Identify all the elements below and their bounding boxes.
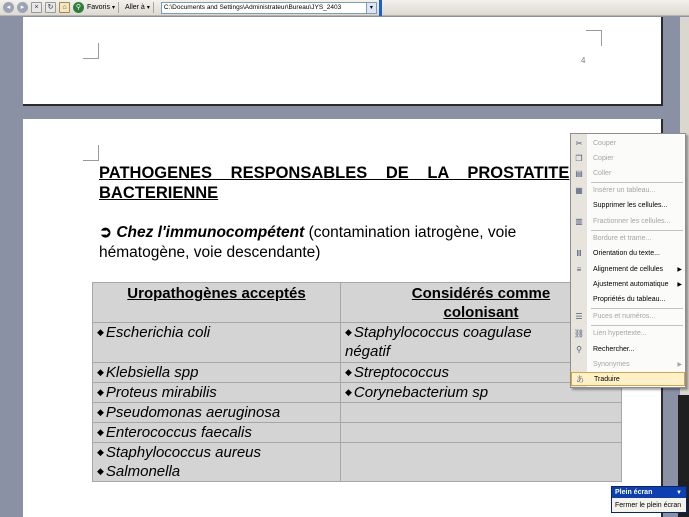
cell-text: Staphylococcus coagulase — [353, 324, 532, 341]
home-icon[interactable]: ⌂ — [59, 2, 70, 13]
search-icon[interactable]: ⚲ — [73, 2, 84, 13]
bullet-icon: ◆ — [97, 427, 104, 437]
cell-text: Escherichia coli — [105, 324, 211, 341]
cell-text: Klebsiella spp — [105, 364, 199, 381]
slide-heading-line1: PATHOGENES RESPONSABLES DE LA PROSTATITE — [99, 164, 570, 182]
header-accepted[interactable] — [93, 283, 341, 323]
favorites-label: Favoris — [87, 4, 110, 11]
menu-item-borders[interactable] — [571, 231, 685, 245]
bullet-icon: ◆ — [97, 447, 104, 457]
table-cell[interactable] — [93, 443, 341, 482]
menu-item-table-properties[interactable] — [571, 292, 685, 306]
bullet-icon: ◆ — [345, 367, 352, 377]
header-accepted-label: Uropathogènes acceptés — [127, 285, 306, 302]
bullet-icon: ◆ — [97, 407, 104, 417]
address-text: C:\Documents and Settings\Administrateur\Bureau\JYS_2403 — [163, 4, 342, 11]
table-icon: ▦ — [575, 185, 583, 195]
bullet-icon: ◆ — [97, 466, 104, 476]
menu-item-label: Alignement de cellules — [593, 265, 664, 273]
header-colonizing-line2: colonisant — [443, 304, 519, 321]
menu-item-hyperlink[interactable] — [571, 326, 685, 340]
fullscreen-title-bar[interactable] — [612, 487, 686, 498]
clipboard-icon: ▤ — [575, 168, 583, 178]
toolbar-divider — [153, 2, 154, 13]
submenu-arrow-icon: ▶ — [677, 361, 682, 368]
menu-item-label: Insérer un tableau... — [593, 186, 656, 194]
cell-text: Corynebacterium sp — [353, 384, 489, 401]
menu-item-label: Fractionner les cellules... — [593, 217, 671, 225]
table-cell[interactable] — [93, 403, 341, 423]
stop-icon[interactable]: × — [31, 2, 42, 13]
table-row — [93, 363, 622, 383]
table-cell[interactable] — [341, 403, 622, 423]
menu-item-label: Traduire — [594, 375, 620, 383]
goto-menu[interactable] — [125, 4, 150, 11]
address-dropdown-icon[interactable]: ▾ — [366, 3, 376, 13]
close-fullscreen-button[interactable] — [612, 498, 686, 512]
table-cell[interactable] — [93, 323, 341, 363]
favorites-menu[interactable] — [87, 4, 115, 11]
menu-item-autofit[interactable] — [571, 277, 685, 291]
menu-item-label: Synonymes — [593, 360, 630, 368]
cell-text: Streptococcus — [353, 364, 449, 381]
menu-item-synonyms[interactable] — [571, 357, 685, 371]
menu-item-split-cells[interactable] — [571, 214, 685, 228]
chevron-down-icon: ▾ — [111, 5, 115, 11]
close-fullscreen-label: Fermer le plein écran — [615, 501, 682, 509]
subtitle-emphasis: Chez l'immunocompétent — [116, 224, 305, 241]
table-cell[interactable] — [341, 443, 622, 482]
bullet-icon: ◆ — [97, 367, 104, 377]
subtitle-rest: (contamination iatrogène, voie — [304, 224, 517, 241]
menu-item-search[interactable] — [571, 342, 685, 356]
menu-item-label: Lien hypertexte... — [593, 329, 647, 337]
current-slide-page — [23, 119, 666, 517]
pathogen-table[interactable] — [92, 282, 622, 482]
scissors-icon: ✂ — [575, 138, 583, 148]
menu-item-paste[interactable] — [571, 166, 685, 180]
menu-item-label: Supprimer les cellules... — [593, 201, 668, 209]
previous-slide-page — [23, 17, 663, 106]
list-icon: ☰ — [575, 311, 583, 321]
cell-text: Enterococcus faecalis — [105, 424, 252, 441]
cell-text: Pseudomonas aeruginosa — [105, 404, 281, 421]
chevron-down-icon[interactable]: ▼ — [676, 489, 682, 496]
submenu-arrow-icon: ▶ — [677, 266, 682, 273]
menu-item-copy[interactable] — [571, 151, 685, 165]
bullet-icon: ◆ — [97, 387, 104, 397]
link-icon: ⛓ — [573, 328, 585, 338]
page-number: 4 — [581, 56, 586, 65]
forward-icon[interactable]: ▸ — [17, 2, 28, 13]
table-row — [93, 443, 622, 482]
menu-item-insert-table[interactable] — [571, 183, 685, 197]
table-cell[interactable] — [341, 423, 622, 443]
menu-item-label: Propriétés du tableau... — [593, 295, 666, 303]
search-icon: ⚲ — [576, 344, 582, 354]
table-row — [93, 383, 622, 403]
table-cell[interactable] — [93, 383, 341, 403]
menu-item-label: Copier — [593, 154, 614, 162]
menu-item-bullets[interactable] — [571, 309, 685, 323]
menu-item-delete-cells[interactable] — [571, 198, 685, 212]
table-row — [93, 403, 622, 423]
menu-item-label: Couper — [593, 139, 616, 147]
chevron-down-icon: ▾ — [146, 5, 150, 11]
align-icon: ≡ — [576, 264, 582, 274]
refresh-icon[interactable]: ↻ — [45, 2, 56, 13]
slide-subtitle — [99, 223, 599, 263]
menu-item-text-direction[interactable] — [571, 246, 685, 260]
menu-item-cut[interactable] — [571, 136, 685, 150]
fullscreen-toolbar — [611, 486, 687, 513]
menu-item-label: Ajustement automatique — [593, 280, 669, 288]
browser-toolbar — [0, 0, 689, 16]
table-cell[interactable] — [93, 423, 341, 443]
text-direction-icon: Ⅲ — [576, 248, 582, 258]
margin-corner-mark — [83, 145, 99, 161]
menu-item-translate[interactable] — [571, 372, 685, 386]
table-row — [93, 323, 622, 363]
copy-icon: ❐ — [575, 153, 583, 163]
margin-corner-mark — [83, 43, 99, 59]
menu-item-label: Rechercher... — [593, 345, 635, 353]
menu-item-label: Coller — [593, 169, 612, 177]
bullet-icon: ◆ — [97, 327, 104, 337]
bullet-icon: ◆ — [345, 327, 352, 337]
context-menu — [570, 133, 686, 388]
menu-item-label: Puces et numéros... — [593, 312, 656, 320]
back-icon[interactable]: ◂ — [3, 2, 14, 13]
cell-text: négatif — [345, 343, 391, 360]
slide-heading — [99, 163, 599, 203]
subtitle-line2: hématogène, voie descendante) — [99, 244, 321, 261]
toolbar-divider — [118, 2, 119, 13]
table-row — [93, 423, 622, 443]
slide-heading-line2: BACTERIENNE — [99, 184, 219, 202]
translate-icon: あ — [576, 374, 584, 384]
arrow-bullet-icon: ➲ — [99, 224, 112, 241]
cell-text: Proteus mirabilis — [105, 384, 217, 401]
margin-corner-mark — [586, 30, 602, 46]
submenu-arrow-icon: ▶ — [677, 281, 682, 288]
table-cell[interactable] — [93, 363, 341, 383]
fullscreen-title: Plein écran — [615, 489, 653, 496]
split-cells-icon: ▥ — [575, 216, 583, 226]
menu-item-cell-alignment[interactable] — [571, 262, 685, 276]
address-bar-end — [379, 0, 382, 16]
menu-item-label: Bordure et trame... — [593, 234, 652, 242]
table-header-row — [93, 283, 622, 323]
menu-item-label: Orientation du texte... — [593, 249, 660, 257]
goto-label: Aller à — [124, 4, 145, 11]
bullet-icon: ◆ — [345, 387, 352, 397]
cell-text: Staphylococcus aureus — [105, 444, 262, 461]
address-field[interactable] — [161, 2, 377, 14]
cell-text: Salmonella — [105, 463, 181, 480]
header-colonizing-line1: Considérés comme — [411, 285, 551, 302]
